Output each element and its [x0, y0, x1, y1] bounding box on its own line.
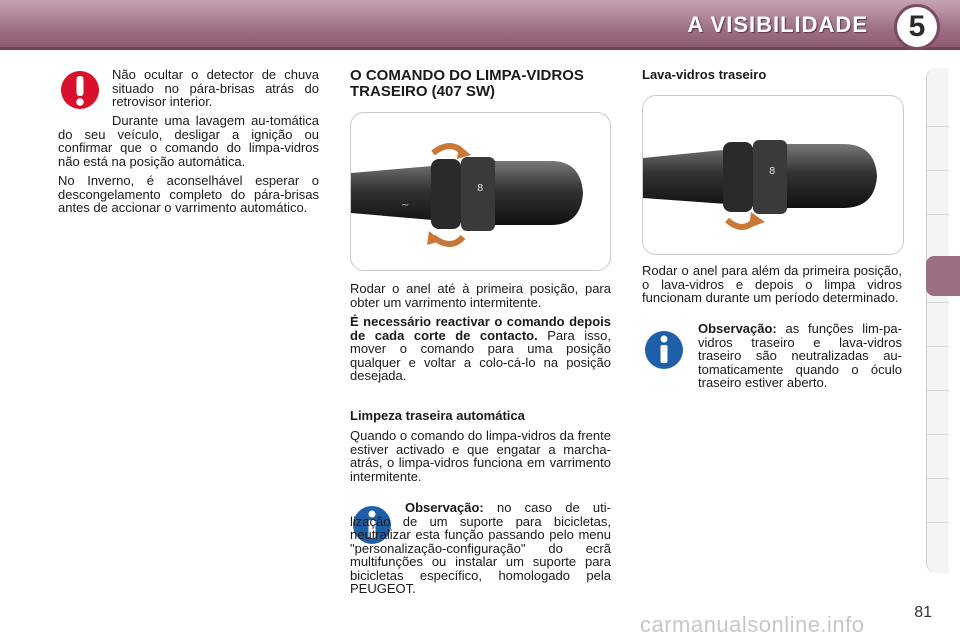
- middle-column-body: [350, 282, 611, 389]
- chapter-title: A VISIBILIDADE: [687, 12, 868, 37]
- chapter-tab-active[interactable]: [926, 256, 960, 296]
- paragraph-car-wash: Durante uma lavagem au-tomática do seu veículo, desligar a ignição ou confirmar que o comando do limpa-vidros não está na posição automática.: [58, 113, 319, 169]
- svg-text:~: ~: [401, 200, 410, 211]
- note-label: Observação:: [698, 321, 777, 336]
- chapter-number: 5: [894, 4, 940, 50]
- paragraph-first-position: Rodar o anel até à primeira posição, para obter um varrimento intermitente.: [350, 281, 611, 310]
- wiper-stalk-image-1: [350, 112, 611, 271]
- warning-text: Não ocultar o detector de chuva situado no pára-brisas atrás do retrovisor interior.: [112, 67, 319, 109]
- reactivate-bold: É necessário reactivar o comando depois de cada corte de contacto.: [350, 314, 611, 343]
- auto-rear-text: Quando o comando do limpa-vidros da frente estiver activado e que engatar a marcha-atrás, o limpa-vidros funciona em varrimento intermitente.: [350, 428, 611, 484]
- chapter-tabs: [926, 68, 949, 573]
- note-text: no caso de uti-lização de um suporte para bicicletas, neutralizar esta função passando pelo menu "personalização-configuração" do ecrã multifunções ou instalar um suporte para bicicletas específico, homologado pela PEUGEOT.: [350, 500, 611, 596]
- paragraph-reactivate: [350, 315, 611, 383]
- left-column-body: [58, 114, 319, 221]
- info-icon: [644, 329, 684, 371]
- section-title-rear-wiper: O COMANDO DO LIMPA-VIDROS TRASEIRO (407 SW): [350, 67, 584, 100]
- tailgate-note: [698, 322, 902, 390]
- warning-icon: [60, 68, 100, 112]
- page-number: 81: [914, 604, 932, 621]
- note-text: as funções lim-pa-vidros traseiro e lava-vidros traseiro são neutralizadas au-tomaticamente quando o óculo traseiro estiver aberto.: [698, 321, 902, 390]
- rear-washer-text: Rodar o anel para além da primeira posição, o lava-vidros e depois o limpa vidros funcionam durante um período determinado.: [642, 263, 902, 305]
- bike-rack-note: [350, 501, 611, 602]
- auto-rear-title: Limpeza traseira automática: [350, 408, 525, 423]
- note-label: Observação:: [405, 500, 484, 515]
- svg-text:8: 8: [769, 166, 776, 177]
- wiper-stalk-image-2: [642, 95, 904, 255]
- watermark: carmanualsonline.info: [640, 612, 865, 637]
- reactivate-rest: Para isso, mover o comando para uma posição qualquer e voltar a colo-cá-lo na posição desejada.: [350, 327, 611, 383]
- rear-washer-title: Lava-vidros traseiro: [642, 67, 767, 82]
- paragraph-winter: No Inverno, é aconselhável esperar o descongelamento completo do pára-brisas antes de accionar o varrimento automático.: [58, 173, 319, 215]
- svg-text:8: 8: [477, 183, 484, 194]
- header-rule: [0, 47, 960, 50]
